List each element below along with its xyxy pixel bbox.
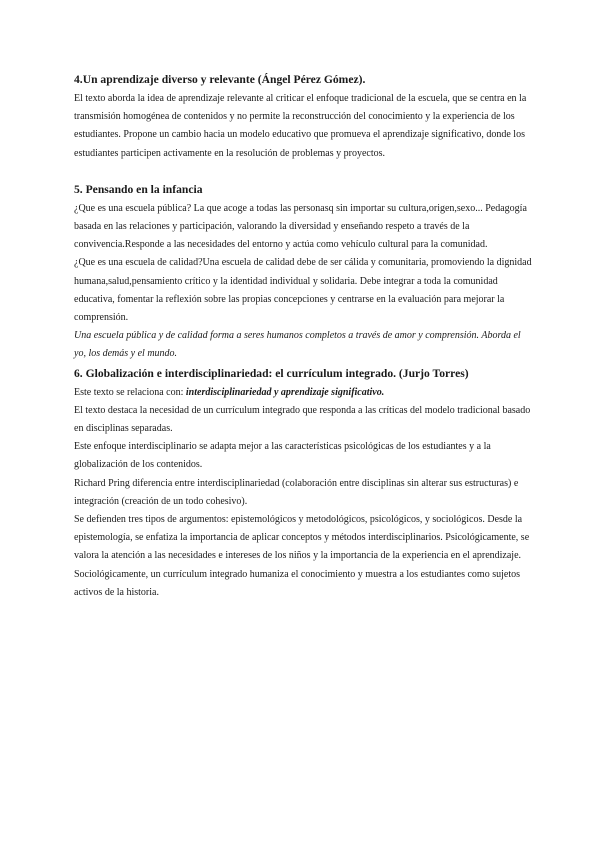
section-6-relates-emphasis: interdisciplinariedad y aprendizaje significativo. bbox=[185, 386, 385, 398]
document-page bbox=[74, 70, 532, 602]
section-5 bbox=[74, 180, 532, 364]
section-5-paragraph-quality-school: ¿Que es una escuela de calidad?Una escuela de calidad debe de ser cálida y comunitaria, promoviendo la dignidad humana,salud,pensamiento crítico y la identidad individual y solidaria. Debe integrar a toda la comunidad educativa, fomentar la reflexión sobre las propias concepciones y centrarse en la evaluación para mejorar la comprensión. bbox=[74, 257, 532, 324]
section-6-paragraph-3: Richard Pring diferencia entre interdisciplinariedad (colaboración entre disciplinas sin alterar sus estructuras) e integración (creación de un todo cohesivo). bbox=[74, 477, 519, 507]
section-6-paragraph-4: Se defienden tres tipos de argumentos: epistemológicos y metodológicos, psicológicos, y sociológicos. Desde la epistemología, se enfatiza la importancia de aplicar conceptos y métodos interdisciplinarios. Psicológicamente, se valora la atención a las necesidades e intereses de los niños y la importancia de la experiencia en el aprendizaje. Sociológicamente, un currículum integrado humaniza el conocimiento y muestra a los estudiantes como sujetos activos de la historia. bbox=[74, 514, 530, 598]
section-5-quote: Una escuela pública y de calidad forma a seres humanos completos a través de amor y comprensión. Aborda el yo, los demás y el mundo. bbox=[74, 330, 521, 360]
section-4-paragraph: El texto aborda la idea de aprendizaje relevante al criticar el enfoque tradicional de la escuela, que se centra en la transmisión homogénea de contenidos y no permite la reconstrucción del conocimiento y la experiencia de los estudiantes. Propone un cambio hacia un modelo educativo que promueva el aprendizaje significativo, donde los estudiantes participen activamente en la resolución de problemas y proyectos. bbox=[74, 93, 527, 159]
section-6-heading: 6. Globalización e interdisciplinariedad: el currículum integrado. (Jurjo Torres) bbox=[74, 366, 469, 380]
section-6-paragraph-1: El texto destaca la necesidad de un currículum integrado que responda a las críticas del modelo tradicional basado en disciplinas separadas. bbox=[74, 404, 531, 435]
section-6-relates-line bbox=[74, 384, 532, 402]
section-spacer bbox=[74, 163, 532, 180]
section-4 bbox=[74, 70, 532, 163]
section-6-paragraph-2: Este enfoque interdisciplinario se adapta mejor a las características psicológicas de los estudiantes y a la globalización de los contenidos. bbox=[74, 441, 491, 471]
section-6 bbox=[74, 364, 532, 602]
section-4-heading: 4.Un aprendizaje diverso y relevante (Ángel Pérez Gómez). bbox=[74, 73, 366, 86]
section-5-paragraph-public-school: ¿Que es una escuela pública? La que acoge a todas las personasq sin importar su cultura,origen,sexo... Pedagogía basada en las relaciones y participación, valorando la diversidad y enseñando respeto a través de la convivencia.Responde a las necesidades del entorno y actúa como vehículo cultural para la comunidad. bbox=[74, 202, 527, 251]
section-6-relates-prefix: Este texto se relaciona con: bbox=[74, 386, 186, 398]
section-5-heading: 5. Pensando en la infancia bbox=[74, 182, 203, 196]
